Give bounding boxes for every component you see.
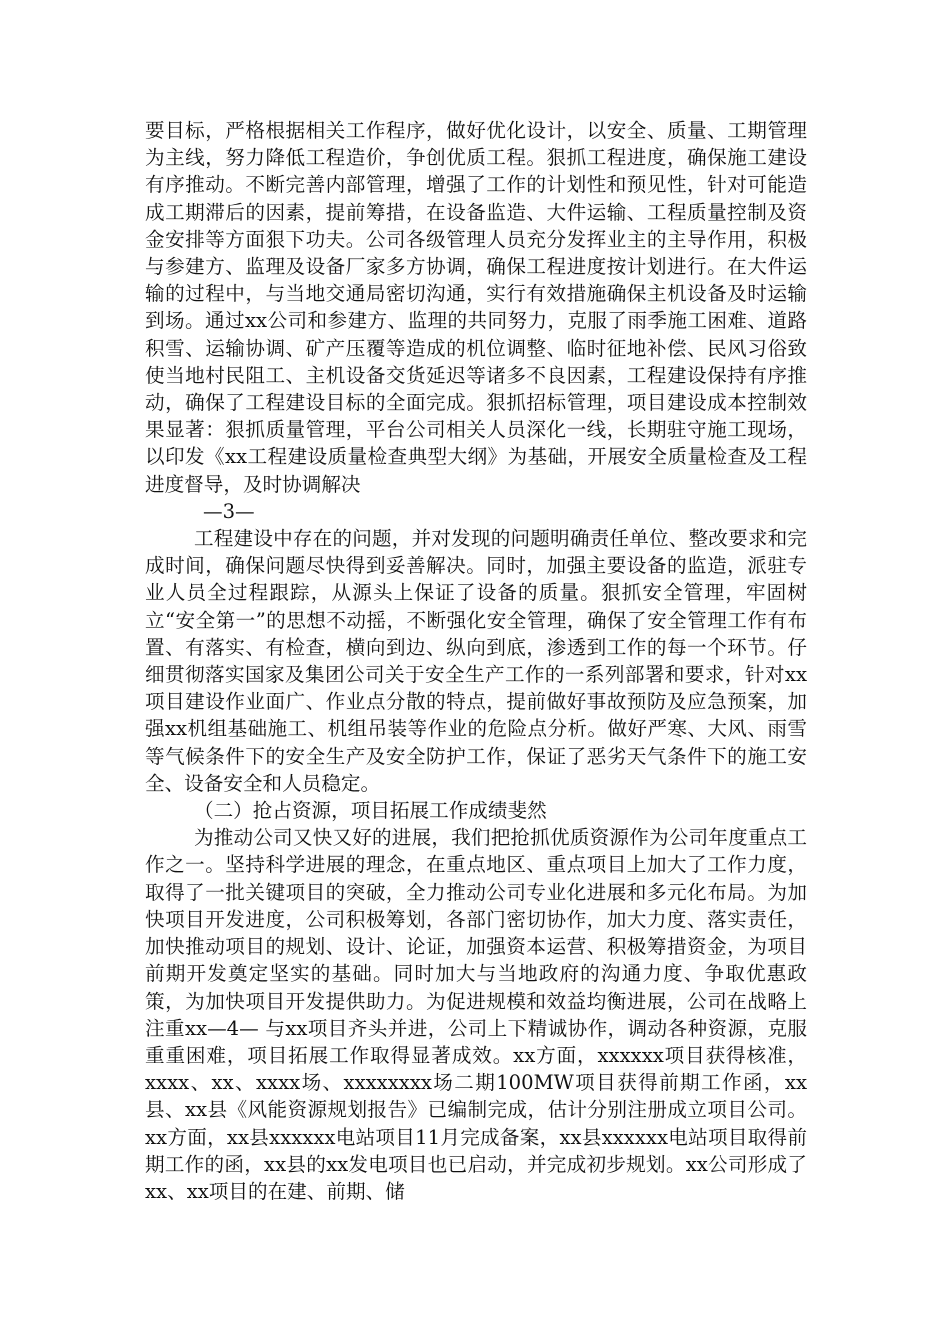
section-heading: （二）抢占资源，项目拓展工作成绩斐然 <box>194 799 547 823</box>
document-page <box>145 117 807 1205</box>
body-paragraph-3: 为推动公司又快又好的进展，我们把抢抓优质资源作为公司年度重点工作之一。坚持科学进展的理念，在重点地区、重点项目上加大了工作力度，取得了一批关键项目的突破，全力推动公司专业化进展和多元化布局。为加快项目开发进度，公司积极筹划，各部门密切协作，加大力度、落实责任，加快推动项目的规划、设计、论证，加强资本运营、积极筹措资金，为项目前期开发奠定坚实的基础。同时加大与当地政府的沟通力度、争取优惠政策，为加快项目开发提供助力。为促进规模和效益均衡进展，公司在战略上注重xx—4— 与xx项目齐头并进，公司上下精诚协作，调动各种资源，克服重重困难，项目拓展工作取得显著成效。xx方面，xxxxxx项目获得核准，xxxx、xx、xxxx场、xxxxxxxx场二期100MW项目获得前期工作函，xx县、xx县《风能资源规划报告》已编制完成，估计分别注册成立项目公司。xx方面，xx县xxxxxx电站项目11月完成备案，xx县xxxxxx电站项目取得前期工作的函，xx县的xx发电项目也已启动，并完成初步规划。xx公司形成了xx、xx项目的在建、前期、储 <box>145 826 807 1203</box>
body-paragraph-2: 工程建设中存在的问题，并对发现的问题明确责任单位、整改要求和完成时间，确保问题尽快得到妥善解决。同时，加强主要设备的监造，派驻专业人员全过程跟踪，从源头上保证了设备的质量。狠抓安全管理，牢固树立“安全第一”的思想不动摇，不断强化安全管理，确保了安全管理工作有布置、有落实、有检查，横向到边、纵向到底，渗透到工作的每一个环节。仔细贯彻落实国家及集团公司关于安全生产工作的一系列部署和要求，针对xx项目建设作业面广、作业点分散的特点，提前做好事故预防及应急预案，加强xx机组基础施工、机组吊装等作业的危险点分析。做好严寒、大风、雨雪等气候条件下的安全生产及安全防护工作，保证了恶劣天气条件下的施工安全、设备安全和人员稳定。 <box>145 527 807 795</box>
page-number-marker: —3— <box>203 499 255 523</box>
body-paragraph-1: 要目标，严格根据相关工作程序，做好优化设计，以安全、质量、工期管理为主线，努力降低工程造价，争创优质工程。狠抓工程进度，确保施工建设有序推动。不断完善内部管理，增强了工作的计划性和预见性，针对可能造成工期滞后的因素，提前筹措，在设备监造、大件运输、工程质量控制及资金安排等方面狠下功夫。公司各级管理人员充分发挥业主的主导作用，积极与参建方、监理及设备厂家多方协调，确保工程进度按计划进行。在大件运输的过程中，与当地交通局密切沟通，实行有效措施确保主机设备及时运输到场。通过xx公司和参建方、监理的共同努力，克服了雨季施工困难、道路积雪、运输协调、矿产压覆等造成的机位调整、临时征地补偿、民风习俗致使当地村民阻工、主机设备交货延迟等诸多不良因素，工程建设保持有序推动，确保了工程建设目标的全面完成。狠抓招标管理，项目建设成本控制效果显著：狠抓质量管理，平台公司相关人员深化一线，长期驻守施工现场，以印发《xx工程建设质量检查典型大纲》为基础，开展安全质量检查及工程进度督导，及时协调解决 <box>145 119 807 496</box>
